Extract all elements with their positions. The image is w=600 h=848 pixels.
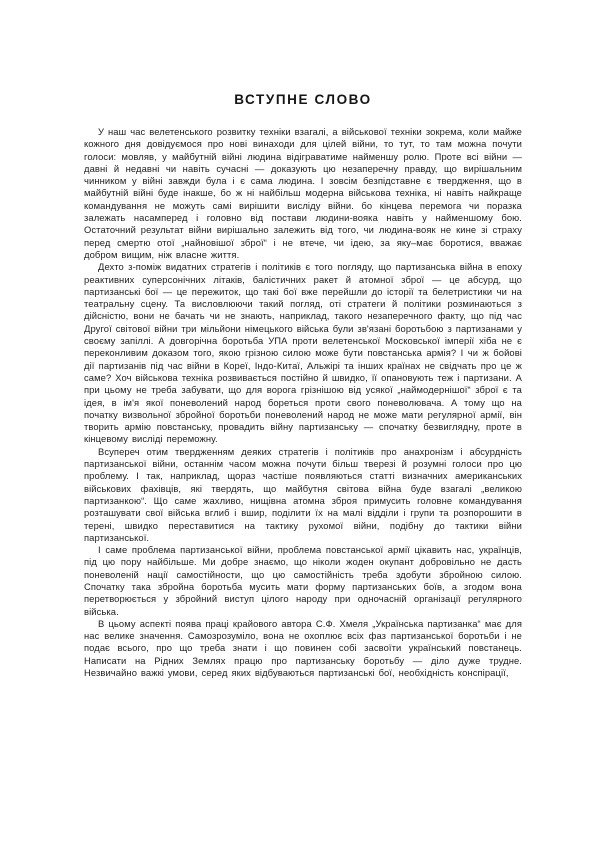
text-block [84, 92, 522, 679]
paragraph: Дехто з-поміж видатних стратегів і політиків є того погляду, що партизанська війна в епоху реактивних суперсонічних літаків, балістичних ракет й атомної зброї — це абсурд, що партизанські бої — це пережиток, що такі бої вже перейшли до історії та белетристики чи на театральну сцену. Та висловлюючи такий погляд, оті стратеги й політики розминаються з дійсністю, вони не бачать чи не знають, наприклад, такого незаперечного факту, що під час Другої світової війни три мільйони німецького війська були зв'язані боротьбою з партизанами у своєму запіллі. А довгорічна боротьба УПА проти велетенської Московської імперії хіба не є переконливим доказом того, якою грізною силою може бути повстанська армія? І чи ж бойові дії партизанів під час війни в Кореї, Індо-Китаї, Альжірі та інших країнах не свідчать про це ж саме? Хоч військова техніка розвивається постійно й швидко, її опановують теж і партизани. А при цьому не треба забувати, що для ворога грізнішою від усякої „наймодернішої“ зброї є та ідея, в ім'я якої поневолений народ бореться проти свого поневолювача. А тому що на початку визвольної збройної боротьби поневолений народ не може мати регулярної армії, він творить армію повстанську, провадить війну партизанську — спочатку безвиглядну, проте в кінцевому висліді переможну. [84, 261, 522, 445]
page-title: ВСТУПНЕ СЛОВО [234, 92, 372, 107]
paragraph: Всупереч отим твердженням деяких стратегів і політиків про анахронізм і абсурдність партизанської війни, останнім часом можна почути більш тверезі й розумні голоси про цю проблему. І так, наприклад, щораз частіше появляються статті визначних американських військових фахівців, які твердять, що майбутня світова війна буде взагалі „великою партизанкою“. Що саме жахливо, нищівна атомна зброя примусить головне командування розташувати свої війська вглиб і вшир, поділити їх на малі відділи і групи та розпорошити в терені, швидко переставитися на тактику рухомої війни, подібну до тактики війни партизанської. [84, 445, 522, 543]
paragraph: І саме проблема партизанської війни, проблема повстанської армії цікавить нас, українців, під цю пору найбільше. Ми добре знаємо, що ніколи жоден окупант добровільно не дасть поневоленій нації самостійности, що цю самостійність треба здобути збройною силою. Спочатку така збройна боротьба мусить мати форму партизанських боїв, а згодом вона перетворюється у збройний виступ цілого народу при одночасній організації регулярного війська. [84, 544, 522, 617]
paragraph: В цьому аспекті поява праці крайового автора С.Ф. Хмеля „Українська партизанка“ має для нас велике значення. Самозрозуміло, вона не охоплює всіх фаз партизанської боротьби і не подає всього, про що треба знати і що повинен собі засвоїти український повстанець. Написати на Рідних Землях працю про партизанську боротьбу — діло дуже трудне. Незвичайно важкі умови, серед яких відбуваються партизанські бої, необхідність конспірації, [84, 617, 522, 679]
paragraph: У наш час велетенського розвитку техніки взагалі, а військової техніки зокрема, коли майже кожного дня довідуємося про нові винаходи для цілей війни, то тут, то там можна почути голоси: мовляв, у майбутній війні людина відіграватиме найменшу ролю. Проте всі війни — давні й недавні чи навіть сучасні — доказують цю незаперечну правду, що вирішальним чинником у війні завжди була і є сама людина. І зовсім безпідставне є твердження, що в майбутній війні буде інакше, бо ж ні найбільш модерна військова техніка, ні навіть найкраще командування не можуть самі вирішити висліду війни. бо кінцева перемога чи поразка залежать насамперед і головно від постави людини-вояка навіть у найменшому бою. Остаточний результат війни вирішально залежить від того, чи людина-вояк не кине зі страху перед смертю отої „найновішої зброї“ і не втече, чи ідею, за яку–має боротися, вважає добром вищим, ніж власне життя. [84, 126, 522, 260]
